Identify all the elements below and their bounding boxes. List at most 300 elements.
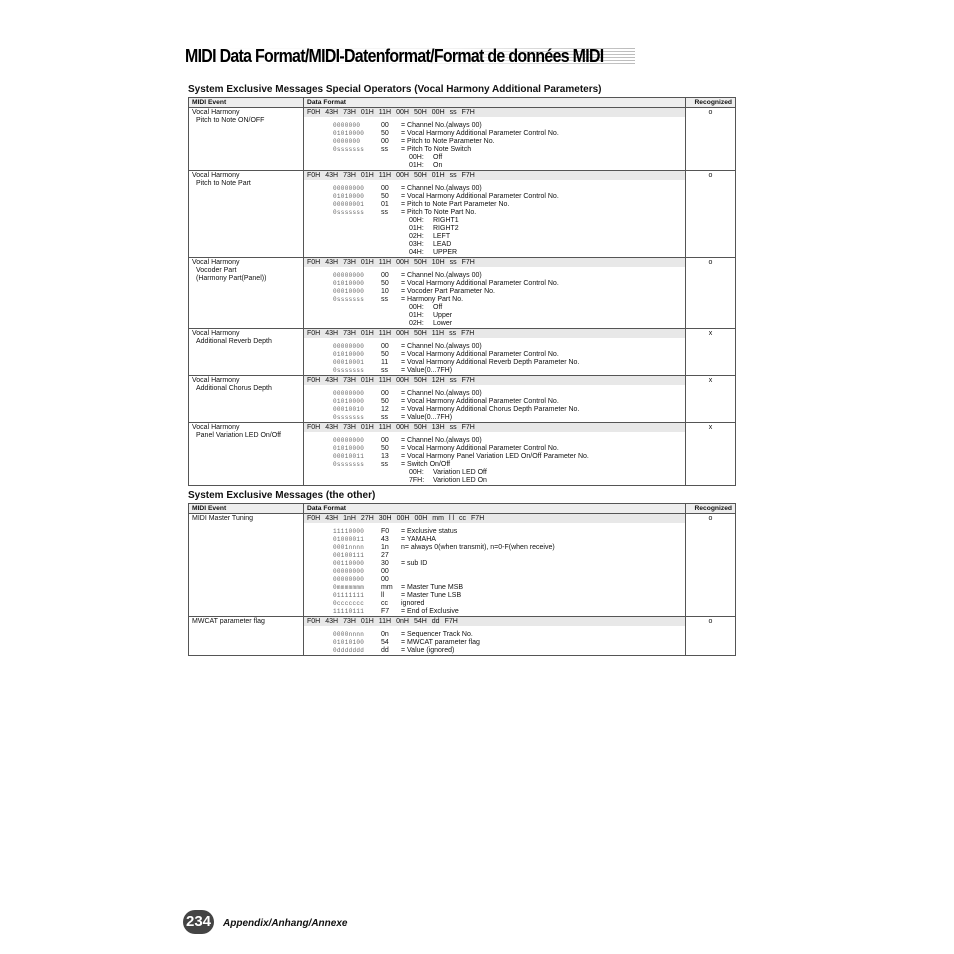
format-byte: 43H — [325, 330, 339, 337]
format-byte: 30H — [378, 515, 392, 522]
bit-pattern: 0ccccccc — [333, 600, 365, 607]
page-number-badge: 234 — [183, 910, 214, 934]
hex-code: 11 — [381, 359, 389, 366]
format-line — [304, 146, 685, 154]
format-byte: mm — [432, 515, 444, 522]
format-line — [304, 560, 685, 568]
hex-code: 0n — [381, 631, 389, 638]
special-operators-table — [188, 97, 736, 486]
recognized-mark: o — [686, 171, 736, 258]
bit-pattern: 01010000 — [333, 280, 365, 287]
value-label: Variation LED Off — [433, 469, 487, 476]
value-key: 00H: — [409, 217, 424, 224]
format-byte: F7H — [444, 618, 458, 625]
format-line — [304, 130, 685, 138]
format-byte: F0H — [307, 330, 321, 337]
format-byte: F7H — [461, 109, 475, 116]
format-byte: 73H — [343, 618, 356, 625]
line-description: = End of Exclusive — [401, 608, 459, 615]
data-format-cell — [304, 171, 686, 258]
bit-pattern: 0sssssss — [333, 367, 365, 374]
hex-code: 27 — [381, 552, 389, 559]
format-byte: F0H — [307, 515, 321, 522]
col-recognized: Recognized — [686, 98, 736, 108]
line-description: = Channel No.(always 00) — [401, 185, 482, 192]
format-byte: 00H — [396, 377, 409, 384]
bit-pattern: 01111111 — [333, 592, 365, 599]
format-line — [304, 461, 685, 469]
hex-code: 50 — [381, 398, 389, 405]
value-key: 00H: — [409, 154, 424, 161]
format-byte: 0nH — [396, 618, 409, 625]
midi-event-name: Additional Chorus Depth — [196, 385, 272, 392]
format-byte: 00H — [396, 515, 410, 522]
format-line — [304, 343, 685, 351]
format-byte: 50H — [413, 330, 427, 337]
midi-event-name: Additional Reverb Depth — [196, 338, 272, 345]
section1-heading: System Exclusive Messages Special Operators (Vocal Harmony Additional Parameters) — [188, 84, 602, 95]
format-line — [304, 647, 685, 655]
table-row — [189, 514, 736, 617]
format-byte: F7H — [461, 330, 475, 337]
data-format-header — [304, 171, 685, 180]
format-line — [304, 445, 685, 453]
format-byte: F7H — [471, 515, 485, 522]
data-format-cell — [304, 423, 686, 486]
value-key: 00H: — [409, 304, 424, 311]
bit-pattern: 0000000 — [333, 138, 361, 145]
value-option — [304, 477, 685, 485]
bit-pattern: 00000000 — [333, 343, 365, 350]
line-description: = Master Tune LSB — [401, 592, 462, 599]
hex-code: F7 — [381, 608, 390, 615]
bit-pattern: 01010000 — [333, 351, 365, 358]
hex-code: 50 — [381, 351, 389, 358]
format-byte: F7H — [461, 259, 475, 266]
format-byte: ss — [449, 424, 457, 431]
recognized-mark: o — [686, 617, 736, 656]
midi-event-name: Pitch to Note ON/OFF — [196, 117, 265, 124]
format-byte: ss — [449, 330, 457, 337]
bit-pattern: 01010000 — [333, 193, 365, 200]
hex-code: 43 — [381, 536, 389, 543]
col-midi-event: MIDI Event — [189, 98, 304, 108]
col-data-format: Data Format — [304, 98, 686, 108]
bit-pattern: 00000000 — [333, 390, 365, 397]
bit-pattern: 11110000 — [333, 528, 365, 535]
bit-pattern: 01000011 — [333, 536, 365, 543]
value-key: 04H: — [409, 249, 424, 256]
format-byte: F0H — [307, 618, 321, 625]
value-option — [304, 241, 685, 249]
hex-code: dd — [381, 647, 389, 654]
line-description: = Value(0...7FH) — [401, 414, 453, 421]
format-byte: l l — [448, 515, 455, 522]
format-line — [304, 280, 685, 288]
format-line — [304, 185, 685, 193]
format-line — [304, 272, 685, 280]
page-title: MIDI Data Format/MIDI-Datenformat/Format de données MIDI — [185, 45, 604, 66]
format-byte: 50H — [413, 172, 427, 179]
recognized-mark: o — [686, 258, 736, 329]
format-byte: 11H — [378, 172, 392, 179]
line-description: = Pitch to Note Parameter No. — [401, 138, 495, 145]
format-byte: 00H — [396, 330, 409, 337]
format-byte: ss — [449, 259, 457, 266]
format-byte: 73H — [343, 109, 356, 116]
table-row — [189, 171, 736, 258]
midi-event-cell — [189, 617, 304, 656]
format-line — [304, 193, 685, 201]
section2-heading: System Exclusive Messages (the other) — [188, 490, 376, 501]
value-label: Upper — [433, 312, 453, 319]
format-byte: 11H — [378, 259, 392, 266]
bit-pattern: 00100111 — [333, 552, 365, 559]
value-label: On — [433, 162, 443, 169]
bit-pattern: 0000000 — [333, 122, 361, 129]
format-byte: F7H — [461, 377, 475, 384]
format-byte: 73H — [343, 330, 356, 337]
bit-pattern: 01010000 — [333, 445, 365, 452]
value-key: 02H: — [409, 233, 424, 240]
midi-event-cell — [189, 423, 304, 486]
line-description: = Pitch To Note Switch — [401, 146, 472, 153]
hex-code: 00 — [381, 122, 389, 129]
bit-pattern: 0sssssss — [333, 146, 365, 153]
format-line — [304, 544, 685, 552]
hex-code: 00 — [381, 568, 389, 575]
hex-code: 50 — [381, 130, 389, 137]
col-data-format: Data Format — [304, 504, 686, 514]
line-description: = Pitch to Note Part Parameter No. — [401, 201, 510, 208]
footer-section-label: Appendix/Anhang/Annexe — [223, 918, 348, 929]
data-format-header — [304, 376, 685, 385]
value-key: 7FH: — [409, 477, 425, 484]
value-option — [304, 225, 685, 233]
value-option — [304, 162, 685, 170]
line-description: = Vocal Harmony Additional Parameter Control No. — [401, 193, 559, 200]
midi-event-name: MIDI Master Tuning — [192, 515, 254, 522]
format-byte: 73H — [343, 172, 356, 179]
format-line — [304, 528, 685, 536]
format-line — [304, 608, 685, 616]
midi-event-cell — [189, 514, 304, 617]
format-byte: 01H — [360, 377, 374, 384]
format-byte: 00H — [396, 424, 409, 431]
midi-event-name: Vocal Harmony — [192, 172, 240, 179]
line-description: = Vocal Harmony Additional Parameter Control No. — [401, 398, 559, 405]
value-key: 00H: — [409, 469, 424, 476]
format-byte: 43H — [325, 172, 339, 179]
recognized-mark: x — [686, 329, 736, 376]
recognized-mark: x — [686, 376, 736, 423]
format-byte: 00H — [431, 109, 445, 116]
hex-code: 00 — [381, 343, 389, 350]
line-description: = Switch On/Off — [401, 461, 451, 468]
data-format-cell — [304, 617, 686, 656]
format-byte: 73H — [343, 259, 356, 266]
value-option — [304, 154, 685, 162]
value-label: LEAD — [433, 241, 452, 248]
format-byte: dd — [431, 618, 440, 625]
format-line — [304, 600, 685, 608]
bit-pattern: 00010011 — [333, 453, 365, 460]
bit-pattern: 0sssssss — [333, 414, 365, 421]
hex-code: ss — [381, 146, 388, 153]
format-byte: 01H — [360, 618, 374, 625]
col-midi-event: MIDI Event — [189, 504, 304, 514]
format-byte: F7H — [461, 424, 475, 431]
hex-code: 00 — [381, 576, 389, 583]
format-byte: 43H — [325, 377, 339, 384]
format-byte: 00H — [414, 515, 428, 522]
value-label: Off — [433, 154, 443, 161]
format-byte: cc — [459, 515, 467, 522]
format-byte: 12H — [431, 377, 445, 384]
line-description: = Vocal Harmony Additional Parameter Control No. — [401, 445, 559, 452]
other-messages-table — [188, 503, 736, 656]
data-format-cell — [304, 514, 686, 617]
format-byte: 01H — [360, 172, 374, 179]
line-description: = Vocal Harmony Panel Variation LED On/Off Parameter No. — [401, 453, 589, 460]
format-line — [304, 414, 685, 422]
format-byte: 73H — [343, 424, 356, 431]
format-byte: 13H — [431, 424, 445, 431]
midi-event-cell — [189, 329, 304, 376]
format-line — [304, 367, 685, 375]
format-line — [304, 201, 685, 209]
bit-pattern: 00010001 — [333, 359, 365, 366]
bit-pattern: 01010000 — [333, 398, 365, 405]
format-byte: ss — [449, 109, 457, 116]
value-label: Variotion LED On — [433, 477, 487, 484]
hex-code: 00 — [381, 138, 389, 145]
value-key: 01H: — [409, 225, 424, 232]
table-row — [189, 329, 736, 376]
midi-event-name: Vocal Harmony — [192, 109, 240, 116]
data-format-cell — [304, 329, 686, 376]
format-line — [304, 568, 685, 576]
format-byte: 01H — [360, 109, 374, 116]
line-description: = Channel No.(always 00) — [401, 390, 482, 397]
data-format-cell — [304, 108, 686, 171]
format-byte: ss — [449, 172, 457, 179]
line-description: = Value (ignored) — [401, 647, 455, 654]
hex-code: 50 — [381, 280, 389, 287]
value-label: UPPER — [433, 249, 458, 256]
line-description: = Master Tune MSB — [401, 584, 464, 591]
bit-pattern: 11110111 — [333, 608, 365, 615]
hex-code: 00 — [381, 185, 389, 192]
hex-code: F0 — [381, 528, 390, 535]
value-key: 03H: — [409, 241, 424, 248]
format-byte: 50H — [413, 377, 427, 384]
line-description: = MWCAT parameter flag — [401, 639, 480, 646]
format-byte: 50H — [413, 424, 427, 431]
format-byte: 11H — [378, 109, 392, 116]
recognized-mark: o — [686, 514, 736, 617]
hex-code: 01 — [381, 201, 389, 208]
format-byte: 73H — [343, 377, 356, 384]
format-line — [304, 639, 685, 647]
bit-pattern: 00000000 — [333, 437, 365, 444]
hex-code: 10 — [381, 288, 389, 295]
line-description: = sub ID — [401, 560, 428, 567]
data-format-header — [304, 329, 685, 338]
format-byte: 54H — [413, 618, 427, 625]
format-byte: 11H — [431, 330, 445, 337]
format-byte: 11H — [378, 377, 392, 384]
midi-event-name: Vocal Harmony — [192, 424, 240, 431]
format-byte: 43H — [325, 259, 339, 266]
format-byte: F0H — [307, 259, 321, 266]
format-line — [304, 536, 685, 544]
value-option — [304, 469, 685, 477]
line-description: = Value(0...7FH) — [401, 367, 453, 374]
page-title-bar — [185, 45, 635, 67]
format-line — [304, 584, 685, 592]
format-byte: 43H — [325, 109, 339, 116]
format-byte: F0H — [307, 172, 321, 179]
hex-code: 00 — [381, 437, 389, 444]
recognized-mark: x — [686, 423, 736, 486]
format-line — [304, 437, 685, 445]
hex-code: 12 — [381, 406, 389, 413]
data-format-header — [304, 258, 685, 267]
bit-pattern: 0sssssss — [333, 296, 365, 303]
format-line — [304, 359, 685, 367]
format-line — [304, 351, 685, 359]
bit-pattern: 01010000 — [333, 130, 365, 137]
format-byte: 10H — [431, 259, 445, 266]
bit-pattern: 0ddddddd — [333, 647, 365, 654]
line-description: = Channel No.(always 00) — [401, 437, 482, 444]
value-option — [304, 312, 685, 320]
format-byte: 50H — [413, 109, 427, 116]
hex-code: ss — [381, 414, 388, 421]
format-line — [304, 631, 685, 639]
format-byte: 11H — [378, 330, 392, 337]
hex-code: ss — [381, 461, 388, 468]
col-recognized: Recognized — [686, 504, 736, 514]
table-row — [189, 376, 736, 423]
hex-code: 13 — [381, 453, 389, 460]
data-format-header — [304, 617, 685, 626]
line-description: = Pitch To Note Part No. — [401, 209, 477, 216]
data-format-cell — [304, 376, 686, 423]
format-byte: 01H — [360, 259, 374, 266]
format-line — [304, 296, 685, 304]
bit-pattern: 00010000 — [333, 288, 365, 295]
bit-pattern: 01010100 — [333, 639, 365, 646]
table-row — [189, 258, 736, 329]
value-label: Off — [433, 304, 443, 311]
line-description: = Channel No.(always 00) — [401, 122, 482, 129]
midi-event-name: Vocal Harmony — [192, 259, 240, 266]
value-key: 02H: — [409, 320, 424, 327]
format-byte: F0H — [307, 377, 321, 384]
bit-pattern: 00000000 — [333, 568, 365, 575]
bit-pattern: 00110000 — [333, 560, 365, 567]
format-line — [304, 122, 685, 130]
format-byte: 00H — [396, 259, 409, 266]
value-option — [304, 233, 685, 241]
format-byte: 1nH — [343, 515, 356, 522]
hex-code: ss — [381, 296, 388, 303]
hex-code: cc — [381, 600, 388, 607]
data-format-header — [304, 423, 685, 432]
data-format-header — [304, 514, 685, 523]
value-label: LEFT — [433, 233, 451, 240]
bit-pattern: 00010010 — [333, 406, 365, 413]
hex-code: 1n — [381, 544, 389, 551]
format-line — [304, 138, 685, 146]
table-row — [189, 617, 736, 656]
value-key: 01H: — [409, 312, 424, 319]
line-description: = Harmony Part No. — [401, 296, 464, 303]
line-description: = Vocal Harmony Additional Parameter Control No. — [401, 130, 559, 137]
midi-event-cell — [189, 108, 304, 171]
value-label: RIGHT1 — [433, 217, 459, 224]
format-byte: 00H — [396, 172, 409, 179]
bit-pattern: 0sssssss — [333, 209, 365, 216]
format-byte: 50H — [413, 259, 427, 266]
format-byte: 43H — [325, 515, 339, 522]
midi-event-name: MWCAT parameter flag — [192, 618, 265, 625]
data-format-cell — [304, 258, 686, 329]
value-option — [304, 249, 685, 257]
midi-event-cell — [189, 171, 304, 258]
format-line — [304, 288, 685, 296]
format-line — [304, 453, 685, 461]
bit-pattern: 0mmmmmmm — [333, 584, 365, 591]
bit-pattern: 00000001 — [333, 201, 365, 208]
value-key: 01H: — [409, 162, 424, 169]
value-option — [304, 320, 685, 328]
midi-event-name: Vocoder Part — [196, 267, 237, 274]
line-description: = Channel No.(always 00) — [401, 272, 482, 279]
midi-event-name: Vocal Harmony — [192, 377, 240, 384]
format-byte: 11H — [378, 618, 392, 625]
format-line — [304, 390, 685, 398]
midi-event-name: Pitch to Note Part — [196, 180, 251, 187]
hex-code: 50 — [381, 193, 389, 200]
data-format-header — [304, 108, 685, 117]
format-byte: 43H — [325, 618, 339, 625]
value-option — [304, 304, 685, 312]
bit-pattern: 00000000 — [333, 272, 365, 279]
hex-code: ss — [381, 367, 388, 374]
bit-pattern: 00000000 — [333, 185, 365, 192]
hex-code: 00 — [381, 390, 389, 397]
hex-code: ll — [381, 592, 385, 599]
hex-code: 54 — [381, 639, 389, 646]
format-line — [304, 209, 685, 217]
line-description: = Vocal Harmony Additional Parameter Control No. — [401, 351, 559, 358]
format-byte: 01H — [360, 330, 374, 337]
format-line — [304, 398, 685, 406]
midi-event-cell — [189, 376, 304, 423]
hex-code: 50 — [381, 445, 389, 452]
format-byte: 00H — [396, 109, 409, 116]
format-line — [304, 552, 685, 560]
table-row — [189, 423, 736, 486]
table-row — [189, 108, 736, 171]
line-description: = YAMAHA — [401, 536, 436, 543]
midi-event-name: Vocal Harmony — [192, 330, 240, 337]
format-byte: 01H — [431, 172, 445, 179]
line-description: = Voval Harmony Additional Chorus Depth Parameter No. — [401, 406, 580, 413]
